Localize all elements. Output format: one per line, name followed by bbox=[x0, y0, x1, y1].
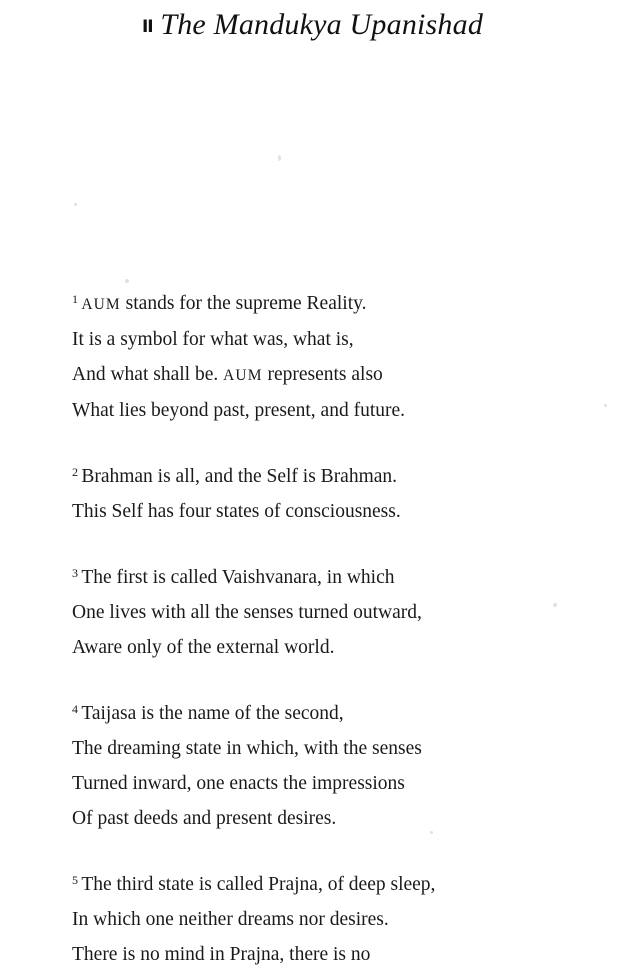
verse-line bbox=[72, 282, 552, 322]
aum-smallcaps: AUM bbox=[223, 367, 263, 384]
verse-stanza bbox=[72, 692, 552, 836]
aum-smallcaps: AUM bbox=[81, 296, 121, 313]
paper-speck bbox=[278, 155, 281, 161]
verse-line bbox=[72, 322, 552, 357]
verse-text: The dreaming state in which, with the senses bbox=[72, 738, 422, 759]
paper-speck bbox=[553, 603, 557, 607]
verse-line bbox=[72, 731, 552, 766]
verse-line bbox=[72, 595, 552, 630]
verse-text: Brahman is all, and the Self is Brahman. bbox=[81, 466, 398, 487]
verse-line bbox=[72, 692, 552, 731]
verse-line bbox=[72, 357, 552, 393]
verse-text: This Self has four states of consciousness. bbox=[72, 501, 401, 522]
verse-line bbox=[72, 556, 552, 595]
paper-speck bbox=[74, 203, 77, 206]
verse-body bbox=[72, 282, 552, 972]
verse-stanza bbox=[72, 863, 552, 972]
verse-text: There is no mind in Prajna, there is no bbox=[72, 944, 371, 965]
verse-stanza bbox=[72, 282, 552, 428]
verse-number: 5 bbox=[72, 873, 79, 887]
verse-text: Turned inward, one enacts the impressions bbox=[72, 773, 405, 794]
paper-speck bbox=[604, 404, 607, 407]
verse-stanza bbox=[72, 455, 552, 529]
verse-stanza bbox=[72, 556, 552, 665]
verse-text: In which one neither dreams nor desires. bbox=[72, 909, 389, 930]
verse-text: One lives with all the senses turned outward, bbox=[72, 602, 422, 623]
verse-text: The third state is called Prajna, of deep sleep, bbox=[81, 874, 436, 895]
verse-line bbox=[72, 455, 552, 494]
verse-number: 3 bbox=[72, 566, 79, 580]
page-title bbox=[0, 8, 625, 42]
verse-text: represents also bbox=[262, 364, 383, 385]
verse-line bbox=[72, 937, 552, 972]
verse-number: 1 bbox=[72, 292, 79, 306]
verse-line bbox=[72, 902, 552, 937]
verse-line bbox=[72, 630, 552, 665]
verse-line bbox=[72, 494, 552, 529]
verse-line bbox=[72, 863, 552, 902]
verse-text: Taijasa is the name of the second, bbox=[81, 703, 344, 724]
chapter-title: The Mandukya Upanishad bbox=[160, 8, 484, 41]
verse-text: stands for the supreme Reality. bbox=[120, 293, 367, 314]
verse-text: What lies beyond past, present, and future. bbox=[72, 400, 406, 421]
verse-number: 2 bbox=[72, 465, 79, 479]
verse-text: The first is called Vaishvanara, in which bbox=[81, 567, 395, 588]
verse-text: Of past deeds and present desires. bbox=[72, 808, 337, 829]
verse-text: Aware only of the external world. bbox=[72, 637, 335, 658]
verse-text: And what shall be. bbox=[72, 364, 224, 385]
verse-text: It is a symbol for what was, what is, bbox=[72, 329, 354, 350]
verse-line bbox=[72, 766, 552, 801]
verse-line bbox=[72, 801, 552, 836]
verse-number: 4 bbox=[72, 702, 79, 716]
chapter-number: II bbox=[141, 17, 153, 37]
verse-line bbox=[72, 393, 552, 428]
